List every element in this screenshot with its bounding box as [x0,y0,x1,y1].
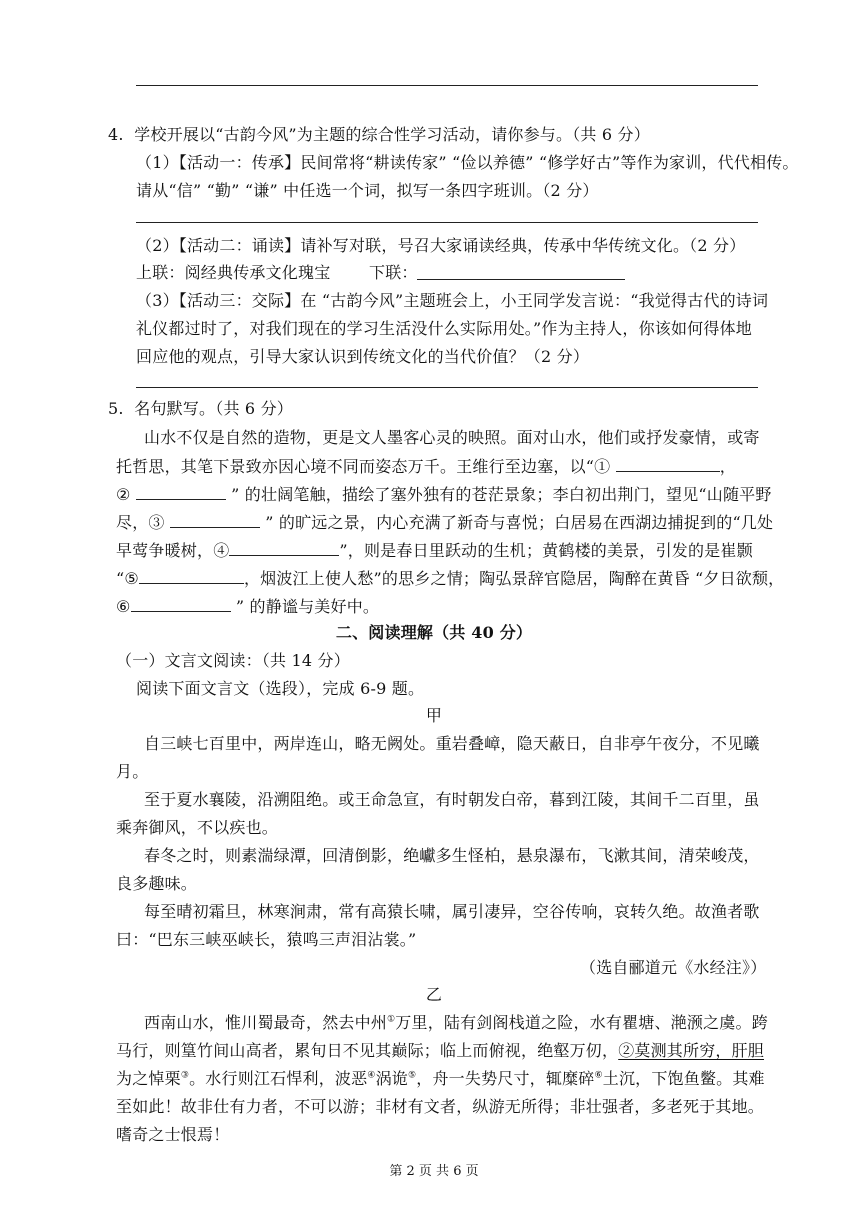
yi-line2: 马行，则篁竹间山高者，累旬日不见其巅际；临上而俯视，绝壑万仞，②莫测其所穷，肝胆 [116,1041,765,1060]
q4-part3-line2: 礼仪都过时了，对我们现在的学习生活没什么实际用处。”作为主持人，你该如何得体地 [136,319,752,338]
q5-line7: ⑥ ” 的静谧与美好中。 [116,597,380,616]
q4-part3-line3: 回应他的观点，引导大家认识到传统文化的当代价值？（2 分） [136,347,590,366]
jia-p4b: 曰：“巴东三峡巫峡长，猿鸣三声泪沾裳。” [116,930,417,949]
answer-line [136,222,758,223]
question-4-stem: 4. 学校开展以“古韵今风”为主题的综合性学习活动，请你参与。（共 6 分） [108,125,650,144]
answer-line [136,387,758,388]
jia-p1b: 月。 [116,762,149,781]
blank-6 [131,597,231,612]
question-5-stem: 5. 名句默写。（共 6 分） [108,399,293,418]
q4-part2-line1: （2）【活动二：诵读】请补写对联，号召大家诵读经典，传承中华传统文化。（2 分） [136,236,746,255]
couplet-lower-blank [417,279,625,280]
jia-p2b: 乘奔御风，不以疾也。 [116,818,279,837]
couplet-lower-label: 下联： [369,263,418,282]
footnote-6: ⑥ [594,1070,603,1081]
jia-p3b: 良多趣味。 [116,874,198,893]
footnote-5: ⑤ [407,1070,417,1081]
yi-line5: 嗜奇之士恨焉！ [116,1125,230,1144]
q5-line5: 早莺争暖树，④ ”，则是春日里跃动的生机；黄鹤楼的美景，引发的是崔颢 [116,541,753,560]
passage-jia-label: 甲 [425,706,443,725]
yi-line4: 至如此！故非仕有力者，不可以游；非材有文者，纵游无所得；非壮强者，多老死于其地。 [116,1097,765,1116]
blank-4 [229,541,339,556]
footnote-4: ④ [367,1070,376,1081]
blank-5 [139,569,244,584]
q5-line6: “⑤ ，烟波江上使人愁”的思乡之情；陶弘景辞官隐居，陶醉在黄昏 “夕日欲颓， [116,569,785,588]
section-2-title: 二、阅读理解（共 40 分） [335,623,533,642]
jia-p2a: 至于夏水襄陵，沿溯阻绝。或王命急宣，有时朝发白帝，暮到江陵，其间千二百里，虽 [144,790,760,809]
blank-2 [136,485,226,500]
yi-line3: 为之悼栗③。水行则江石悍利，波恶④涡诡⑤，舟一失势尺寸，辄糜碎⑥土沉，下饱鱼鳖。其难 [116,1069,765,1088]
jia-p4a: 每至晴初霜旦，林寒涧肃，常有高猿长啸，属引凄异，空谷传响，哀转久绝。故渔者歌 [144,902,760,921]
blank-1 [616,457,720,472]
section-2-sub1: （一）文言文阅读：（共 14 分） [116,651,350,670]
answer-line [136,85,758,86]
q5-line2: 托哲思，其笔下景致亦因心境不同而姿态万千。王维行至边塞，以“① ， [116,457,736,476]
couplet-upper: 上联：阅经典传承文化瑰宝 [136,263,331,282]
q5-line4: 尽，③ ” 的旷远之景，内心充满了新奇与喜悦；白居易在西湖边捕捉到的“几处 [116,513,774,532]
blank-3 [170,513,260,528]
reading-intro: 阅读下面文言文（选段），完成 6-9 题。 [136,679,425,698]
q4-part3-line1: （3）【活动三：交际】在 “古韵今风”主题班会上，小王同学发言说：“我觉得古代的诗词 [136,291,769,310]
jia-p1a: 自三峡七百里中，两岸连山，略无阙处。重岩叠嶂，隐天蔽日，自非亭午夜分，不见曦 [144,734,760,753]
q5-line3: ② ” 的壮阔笔触，描绘了塞外独有的苍茫景象；李白初出荆门，望见“山随平野 [116,485,772,504]
q4-part1-line1: （1）【活动一：传承】民间常将“耕读传家” “俭以养德” “修学好古”等作为家训，代代相传。 [136,153,799,172]
yi-line1: 西南山水，惟川蜀最奇，然去中州①万里，陆有剑阁栈道之险，水有瞿塘、滟滪之虞。跨 [144,1013,768,1032]
jia-p3a: 春冬之时，则素湍绿潭，回清倒影，绝巘多生怪柏，悬泉瀑布，飞漱其间，清荣峻茂， [144,846,760,865]
jia-source: （选自郦道元《水经注》） [580,958,767,977]
underlined-sentence: ②莫测其所穷，肝胆 [618,1041,765,1060]
q4-part1-line2: 请从“信” “勤” “谦” 中任选一个词，拟写一条四字班训。（2 分） [136,181,599,200]
footnote-3: ③ [180,1070,190,1081]
footnote-1: ① [387,1014,396,1025]
passage-yi-label: 乙 [425,985,443,1004]
page-footer: 第 2 页 共 6 页 [389,1164,479,1179]
q5-line1: 山水不仅是自然的造物，更是文人墨客心灵的映照。面对山水，他们或抒发豪情，或寄 [144,428,760,447]
